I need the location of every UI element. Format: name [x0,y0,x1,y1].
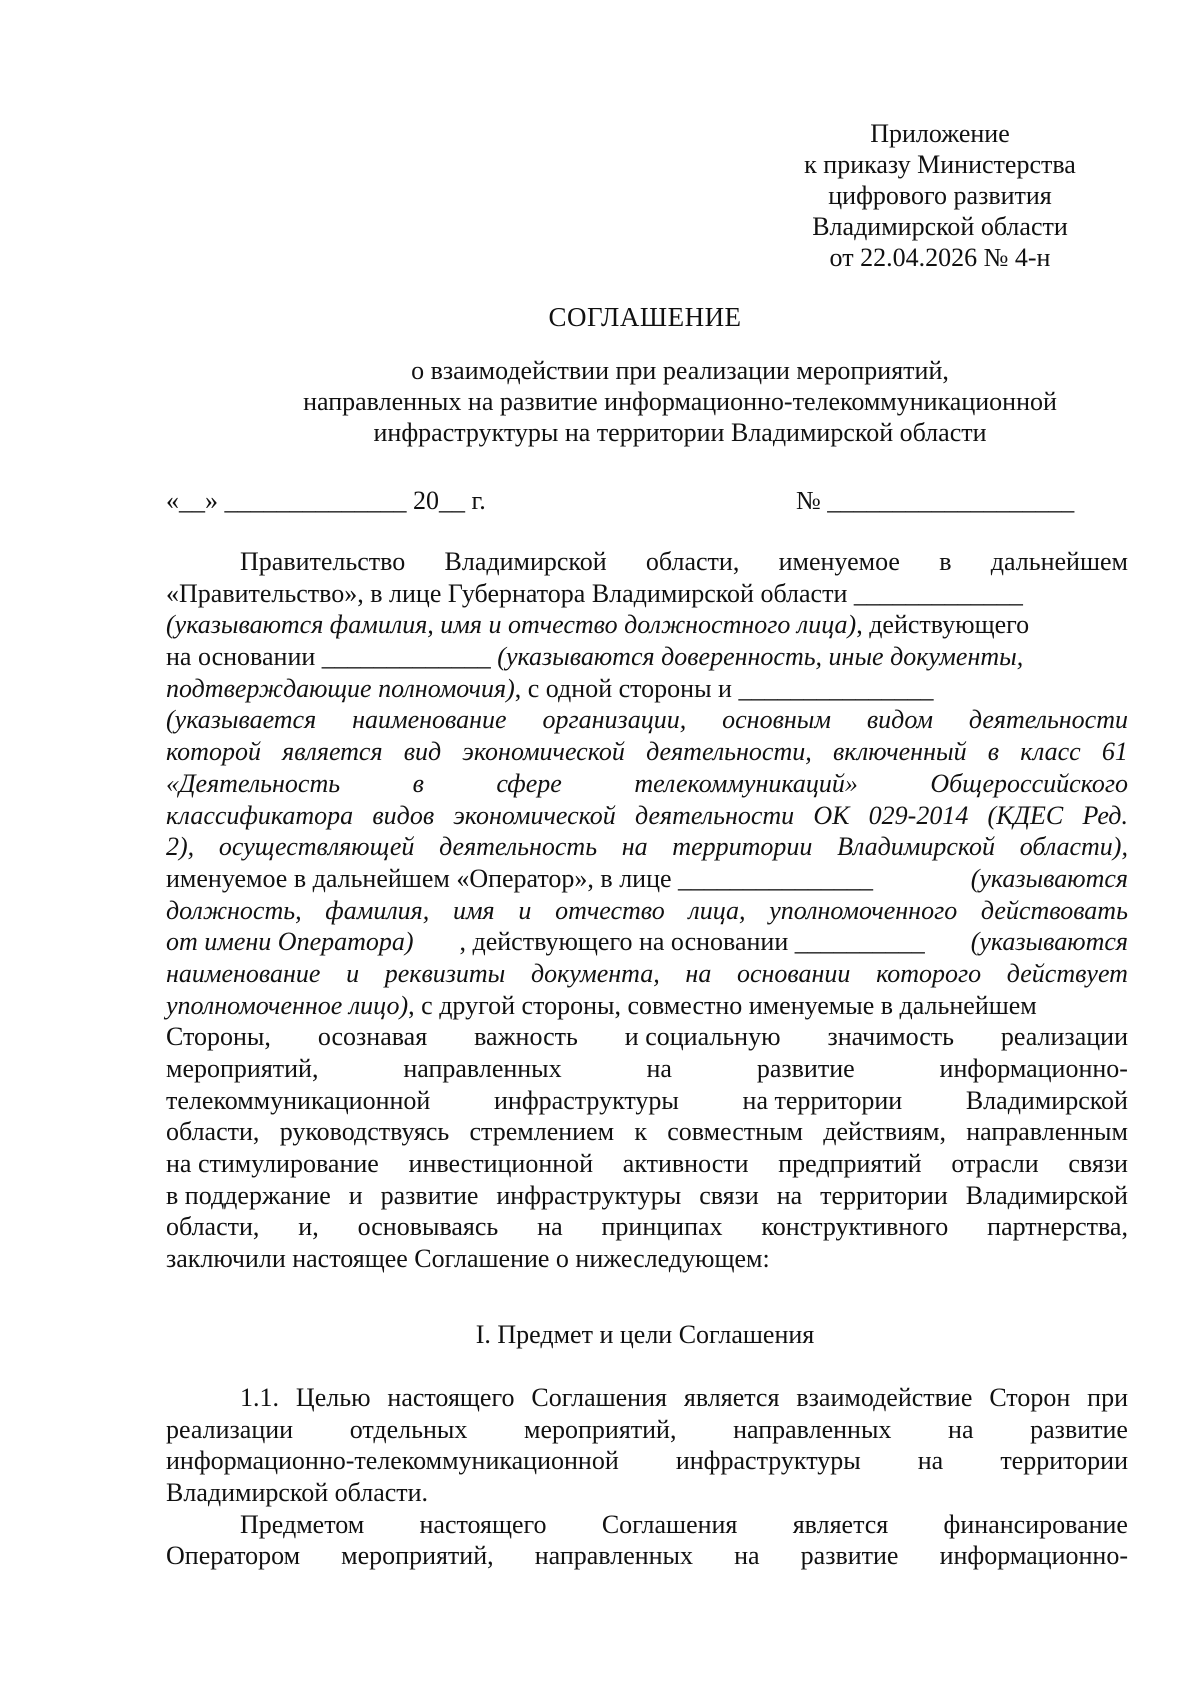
date-number-line [166,486,1146,520]
word: ОК [813,800,850,830]
document-subtitle [250,355,1110,448]
word: и, [298,1212,319,1242]
word: 61 [1101,737,1128,767]
text-line [166,831,1128,863]
text-line [166,990,1128,1022]
text-line [166,1148,1128,1180]
word: отчество [555,895,665,925]
word: является [792,1509,889,1539]
word: информационно- [939,1541,1128,1571]
word: к [634,1117,647,1147]
word: фамилия, [325,895,430,925]
text-run: на основании _____________ [166,642,498,672]
text-line [166,578,1128,610]
word: осуществляющей [218,832,415,862]
document-title: СОГЛАШЕНИЕ [548,302,742,332]
word: при [1087,1383,1128,1412]
word: направленных [733,1414,892,1444]
word: сфере [496,768,562,798]
word: направленных [534,1541,694,1571]
word: связи [1068,1149,1128,1179]
word: финансирование [943,1509,1128,1539]
word: Общероссийского [930,768,1128,798]
word: наименование [352,705,507,735]
word: на [948,1414,974,1444]
word: классификатора [166,800,354,830]
text-run: , действующего [856,610,1030,640]
text-line [166,1509,1128,1541]
word: «Деятельность [166,768,341,798]
word: территории [672,832,813,862]
text-line [166,546,1128,578]
word: информационно-телекоммуникационной [166,1446,619,1476]
word: экономической [462,737,625,767]
word: территории [820,1180,948,1210]
section-heading: I. Предмет и цели Соглашения [475,1320,815,1349]
text-line [166,1540,1128,1572]
word: инфраструктуры [675,1446,861,1476]
word: деятельность [439,832,598,862]
word: на [734,1541,760,1571]
word: настоящего [419,1509,547,1539]
word: Целью [295,1383,371,1412]
word: Соглашения [531,1383,667,1412]
text-line [166,926,1128,958]
appendix-block [770,118,1110,273]
word: Владимирской [837,832,996,862]
word: организации, [542,705,687,735]
word: Стороны, [166,1022,271,1052]
word: Ред. [1082,800,1128,830]
subtitle-line: о взаимодействии при реализации мероприятий, [411,356,949,385]
word: наименование [166,958,321,988]
word: действовать [980,895,1128,925]
word: 1.1. [240,1383,279,1412]
word: принципах [601,1212,723,1242]
word: в [939,547,952,576]
subtitle-line: направленных на развитие информационно-телекоммуникационной [303,387,1057,416]
word: конструктивного [761,1212,949,1242]
word: которой [166,737,261,767]
word: Предметом [240,1509,365,1539]
text-run-italic: (указываются [970,863,1128,893]
text-run-italic: (указываются доверенность, иные документы, [497,642,1024,672]
word: на [537,1212,563,1242]
word: мероприятий, [341,1541,494,1571]
word: основании [736,958,851,988]
number-field: № ___________________ [796,486,1075,515]
text-line [166,958,1128,990]
text-line [166,1053,1128,1085]
text-line [166,1085,1128,1117]
word: (КДЕС [987,800,1064,830]
word: реализации [1000,1022,1128,1052]
word: области, [645,547,740,576]
word: направленным [966,1117,1128,1147]
word: должность, [166,895,302,925]
word: взаимодействие [796,1383,973,1412]
word: телекоммуникационной [166,1085,431,1115]
word: на территории [742,1085,903,1115]
word: видов [372,800,435,830]
word: Владимирской [965,1180,1128,1210]
word: вид [403,737,442,767]
text-line [166,1021,1128,1053]
word: уполномоченного [769,895,958,925]
word: инвестиционной [408,1149,594,1179]
text-line [166,1414,1128,1446]
word: именуемое [778,547,900,576]
word: мероприятий, [166,1054,319,1083]
word: области, [166,1212,260,1242]
word: (указывается [166,705,317,735]
word: отдельных [349,1414,468,1444]
text-run-italic: подтверждающие полномочия) [166,673,515,703]
text-run-italic: от имени Оператора) [166,927,414,957]
appendix-line: цифрового развития [828,181,1052,210]
word: информационно- [939,1054,1128,1083]
word: важность [474,1022,578,1052]
word: включенный [832,737,967,767]
word: Владимирской [444,547,607,576]
word: активности [622,1149,749,1179]
word: видом [866,705,933,735]
word: которого [876,958,982,988]
text-line [166,1382,1128,1414]
word: в [412,768,424,798]
word: инфраструктуры [494,1085,679,1115]
word: деятельности [968,705,1128,735]
word: является [282,737,383,767]
word: 029-2014 [868,800,969,830]
word: класс [1020,737,1081,767]
word: партнерства, [987,1212,1128,1242]
word: действиям, [823,1117,946,1147]
word: на [621,832,648,862]
text-line [166,1211,1128,1243]
word: стремлением [469,1117,615,1147]
word: деятельности [635,800,795,830]
word: развитие [800,1541,899,1571]
text-run: , с одной стороны и _______________ [514,673,934,703]
text-line [166,1477,1128,1509]
text-run: именуемое в дальнейшем «Оператор», в лице _______________ [166,863,874,893]
preamble-paragraph [166,546,1128,1275]
word: лица, [688,895,746,925]
text-run: заключили настоящее Соглашение о нижеследующем: [166,1244,770,1274]
word: Соглашения [601,1509,738,1539]
word: и [348,1180,363,1210]
word: основным [722,705,831,735]
word: Владимирской [965,1085,1128,1115]
word: на стимулирование [166,1149,379,1179]
word: отрасли [951,1149,1039,1179]
word: является [683,1383,780,1412]
word: настоящего [387,1383,515,1412]
text-run: , с другой стороны, совместно именуемые в дальнейшем [408,990,1037,1020]
date-field: «__» ______________ 20__ г. [166,486,486,515]
word: Правительство [240,547,406,576]
word: связи [699,1180,759,1210]
word: основываясь [357,1212,499,1242]
word: на [917,1446,944,1476]
word: действует [1006,958,1128,988]
word: деятельности, [646,737,812,767]
word: осознавая [317,1022,428,1052]
text-run: «Правительство», в лице Губернатора Владимирской области _____________ [166,578,1023,608]
text-line [166,1243,1128,1275]
word: имя [452,895,495,925]
text-line [166,641,1128,673]
text-line [166,736,1128,768]
word: в [987,737,1000,767]
word: документа, [530,958,660,988]
word: развитие [1030,1414,1128,1444]
word: Оператором [166,1541,301,1571]
text-line [166,800,1128,832]
word: мероприятий, [524,1414,677,1444]
word: Сторон [989,1383,1071,1412]
text-line [166,895,1128,927]
word: и [518,895,532,925]
text-run-italic: уполномоченное лицо) [166,990,409,1020]
word: развитие [380,1180,479,1210]
word: дальнейшем [990,547,1128,576]
word: значимость [827,1022,954,1052]
word: области), [1019,832,1128,862]
word: телекоммуникаций» [634,768,858,798]
word: на [776,1180,803,1210]
word: реквизиты [384,958,506,988]
text-line [166,1180,1128,1212]
text-run: Владимирской области. [166,1478,429,1508]
text-run-italic: (указываются [970,927,1128,957]
word: реализации [166,1414,294,1444]
text-run-italic: (указываются фамилия, имя и отчество должностного лица) [166,610,857,640]
appendix-line: Приложение [870,119,1010,148]
word: территории [1000,1446,1128,1476]
appendix-line: от 22.04.2026 № 4-н [829,243,1051,272]
section-paragraphs [166,1382,1128,1572]
subtitle-line: инфраструктуры на территории Владимирской области [373,418,987,447]
text-line [166,704,1128,736]
appendix-line: к приказу Министерства [804,150,1076,179]
word: на [646,1054,672,1083]
word: развитие [756,1054,855,1083]
text-line [166,863,1128,895]
word: и социальную [624,1022,781,1052]
word: руководствуясь [279,1117,450,1147]
word: совместным [667,1117,803,1147]
word: 2), [166,832,195,862]
word: в поддержание [166,1180,331,1210]
word: на [685,958,712,988]
text-line [166,768,1128,800]
text-line [166,609,1128,641]
word: инфраструктуры [496,1180,682,1210]
text-line [166,1445,1128,1477]
word: области, [166,1117,260,1147]
appendix-line: Владимирской области [812,212,1068,241]
word: направленных [403,1054,562,1083]
text-run: , действующего на основании __________ [459,927,925,957]
text-line [166,673,1128,705]
word: предприятий [778,1149,922,1179]
word: и [346,958,360,988]
text-line [166,1116,1128,1148]
word: экономической [453,800,616,830]
